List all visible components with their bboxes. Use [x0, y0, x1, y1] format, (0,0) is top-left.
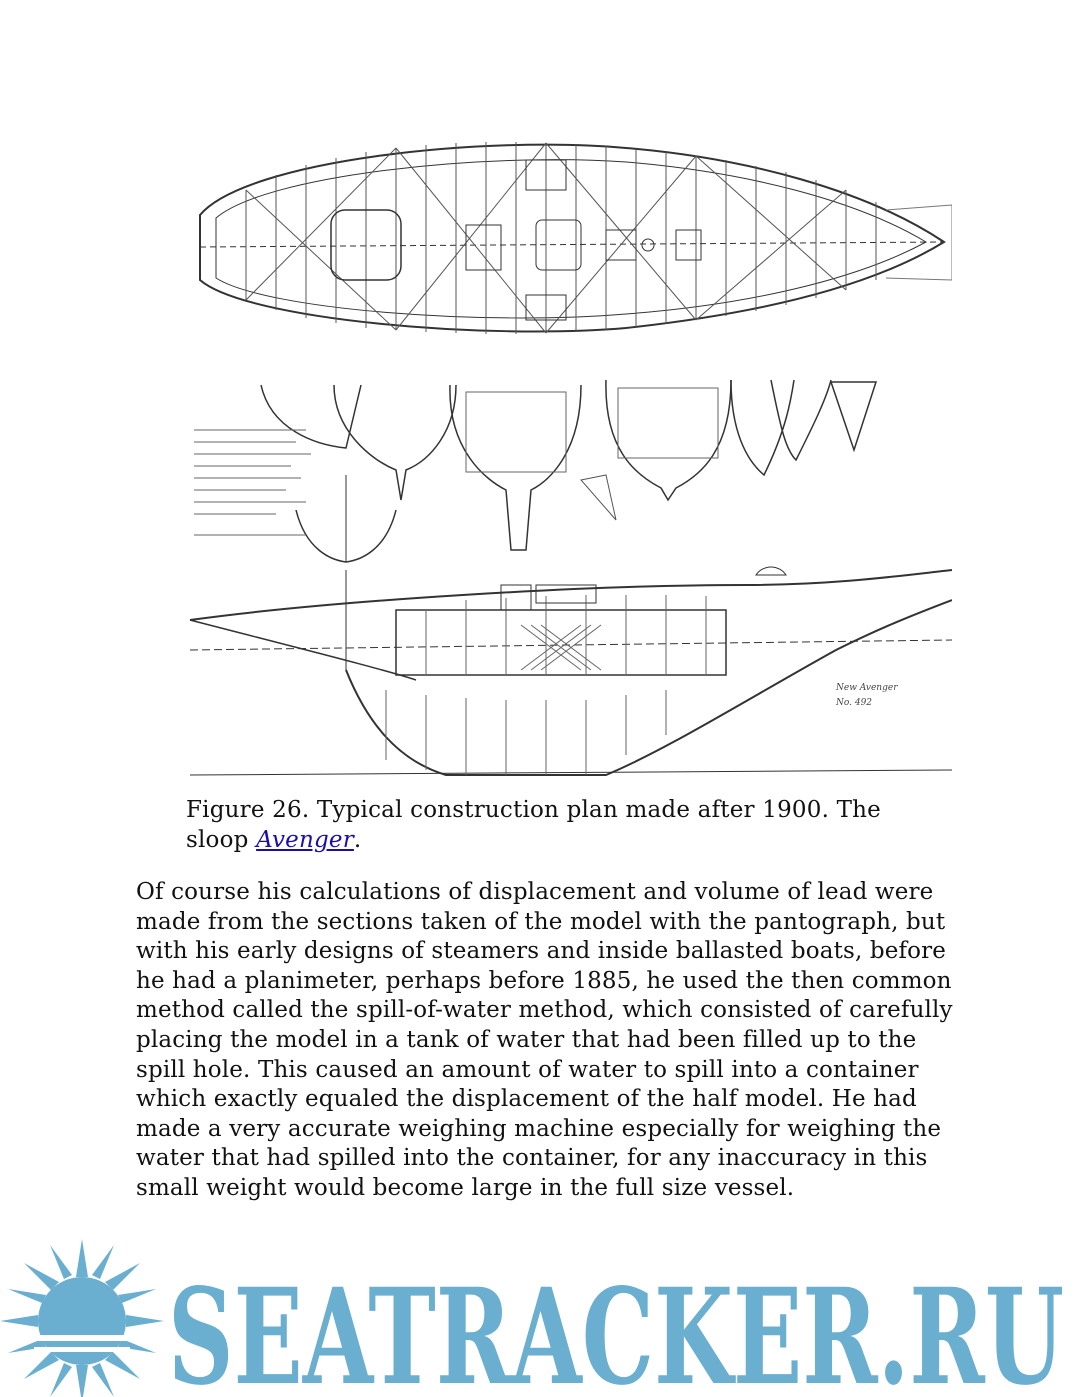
seatracker-logo [0, 1235, 1080, 1397]
svg-text:No. 492: No. 492 [836, 698, 873, 708]
figure-caption [186, 795, 946, 855]
construction-plan-drawing [186, 130, 952, 790]
svg-text:New Avenger: New Avenger [836, 683, 898, 693]
caption-prefix: Figure 26. Typical construction plan made after 1900. The sloop [186, 797, 881, 853]
avenger-link[interactable]: Avenger [256, 827, 354, 853]
construction-plan-figure [186, 130, 952, 790]
body-paragraph: Of course his calculations of displacement and volume of lead were made from the sections taken of the model with the pantograph, but with his early designs of steamers and inside ballasted boats, before he had a planimeter, perhaps before 1885, he used the then common method called the spill-of-water method, which consisted of carefully placing the model in a tank of water that had been filled up to the spill hole. This caused an amount of water to spill into a container which exactly equaled the displacement of the half model. He had made a very accurate weighing machine especially for weighing the water that had spilled into the container, for any inaccuracy in this small weight would become large in the full size vessel. [136, 879, 953, 1201]
sun-logo-icon [0, 1239, 164, 1397]
caption-suffix: . [353, 827, 362, 853]
watermark-text: SEATRACKER.RU [168, 1260, 1064, 1397]
seatracker-watermark [0, 1235, 1080, 1397]
